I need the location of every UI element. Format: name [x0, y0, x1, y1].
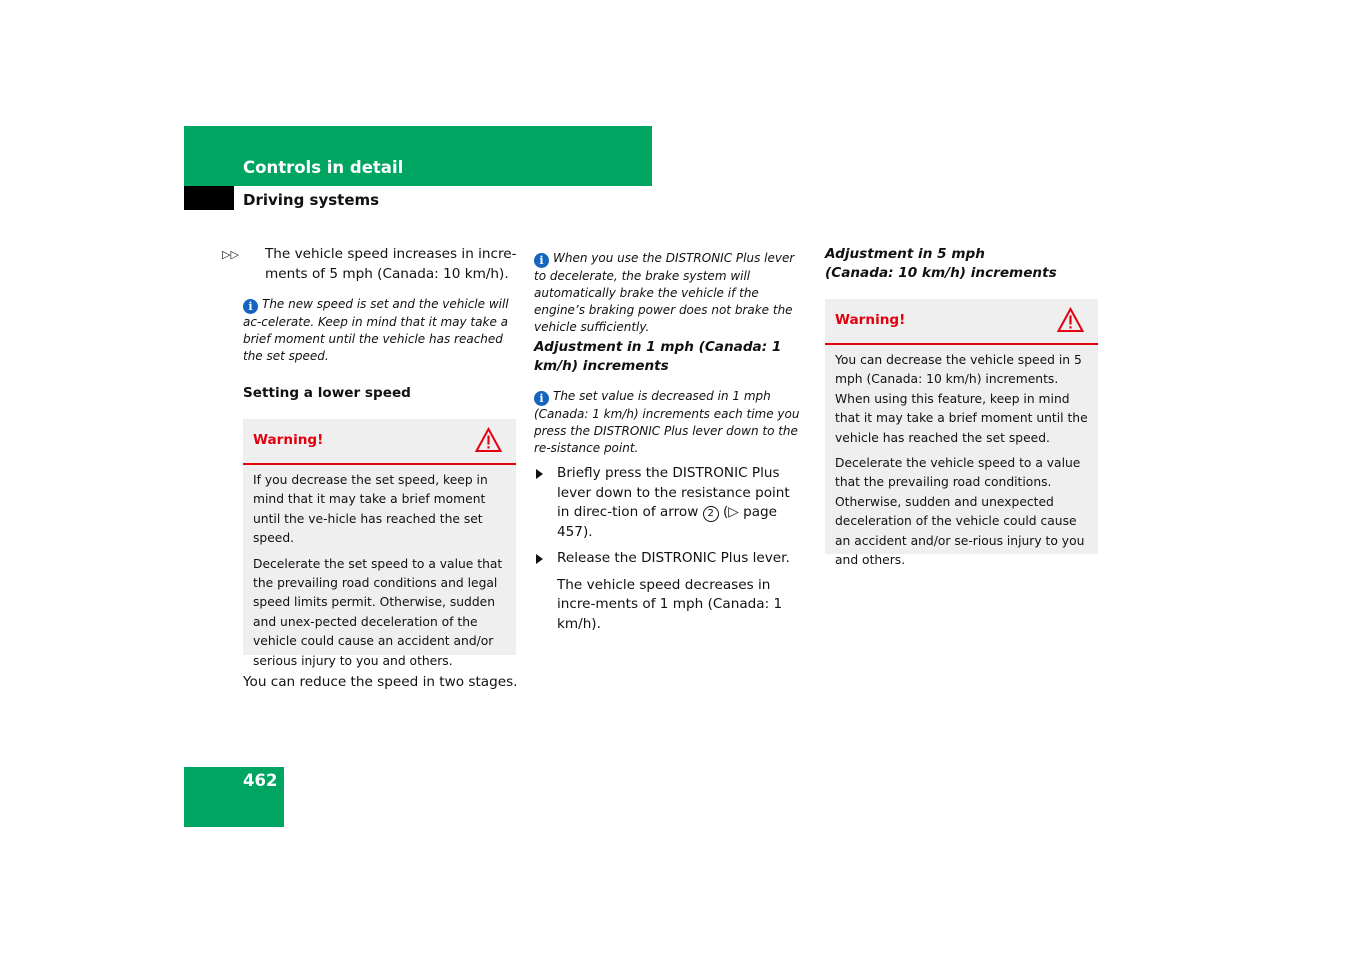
- info-note-1-text: The new speed is set and the vehicle will ac-celerate. Keep in mind that it may take a brief moment until the vehicle has reached the set speed.: [243, 297, 509, 363]
- heading-5mph-adjustment: [825, 245, 1097, 283]
- warning-body: [825, 345, 1098, 578]
- heading-1mph-adjustment: Adjustment in 1 mph (Canada: 1 km/h) increments: [534, 339, 782, 374]
- heading-5mph-line-2: (Canada: 10 km/h) increments: [825, 265, 1057, 281]
- bullet-arrow-icon: [536, 554, 543, 564]
- header-tab-marker: [184, 186, 234, 210]
- arrow-number-badge: 2: [703, 506, 719, 522]
- warning-box-2: [825, 299, 1098, 568]
- bullet-1-text: Briefly press the DISTRONIC Plus lever down to the resistance point in direc-tion of arrow: [557, 465, 790, 520]
- info-icon: i: [243, 299, 258, 314]
- subsection-title: Driving systems: [243, 191, 380, 209]
- warning-para-1: If you decrease the set speed, keep in mind that it may take a brief moment until the ve-hicle has reached the set speed.: [253, 473, 488, 546]
- info-note-3-text: The set value is decreased in 1 mph (Canada: 1 km/h) increments each time you press the DISTRONIC Plus lever down to the re-sistance point.: [534, 389, 800, 455]
- bullet-arrow-icon: [536, 469, 543, 479]
- page-number: 462: [243, 771, 278, 790]
- warning-header: [243, 419, 516, 465]
- info-note-3: [534, 388, 806, 457]
- warning-triangle-icon: [1057, 307, 1084, 333]
- info-note-1: [243, 296, 519, 365]
- warning-para-2: Decelerate the set speed to a value that the prevailing road conditions and legal speed limits permit. Otherwise, sudden and unex-pected deceleration of the vehicle could cause an accident and/or serious injury to you and others.: [253, 556, 503, 668]
- continued-line-1: The vehicle speed increases in incre-: [265, 246, 517, 262]
- warning-box-1: [243, 419, 516, 668]
- warning-triangle-icon: [475, 427, 502, 453]
- section-title: Controls in detail: [243, 158, 404, 177]
- warning-body: [243, 465, 516, 679]
- column-1: [222, 245, 522, 284]
- warning-header: [825, 299, 1098, 345]
- warning-label: Warning!: [835, 312, 906, 328]
- info-icon: i: [534, 391, 549, 406]
- bullet-list: [534, 464, 806, 634]
- result-text: The vehicle speed decreases in incre-ments of 1 mph (Canada: 1 km/h).: [557, 576, 783, 632]
- warning-para-2: Decelerate the vehicle speed to a value that the prevailing road conditions. Otherwise, sudden and unexpected deceleration of the vehicle could cause an accident and/or se-rious injury to you and others.: [835, 456, 1085, 568]
- bullet-item-1: [534, 464, 806, 542]
- warning-label: Warning!: [253, 432, 324, 448]
- heading-setting-lower-speed: Setting a lower speed: [243, 385, 411, 401]
- info-icon: i: [534, 253, 549, 268]
- info-note-2-text: When you use the DISTRONIC Plus lever to decelerate, the brake system will automatically brake the vehicle if the engine’s braking power does not brake the vehicle sufficiently.: [534, 251, 795, 334]
- page-reference-link[interactable]: (▷ page 457).: [557, 504, 778, 540]
- warning-para-1: You can decrease the vehicle speed in 5 mph (Canada: 10 km/h) increments. When using this feature, keep in mind that it may take a brief moment until the vehicle has reached the set speed.: [835, 353, 1088, 445]
- heading-5mph-line-1: Adjustment in 5 mph: [825, 246, 985, 262]
- continue-marker: ▷▷: [222, 248, 239, 261]
- header-band: [184, 126, 652, 186]
- bullet-item-2: [534, 549, 806, 569]
- bullet-2-text: Release the DISTRONIC Plus lever.: [557, 550, 790, 566]
- info-note-2: [534, 250, 806, 336]
- reduce-speed-text: You can reduce the speed in two stages.: [243, 674, 518, 690]
- continued-paragraph: [222, 245, 522, 284]
- continued-line-2: ments of 5 mph (Canada: 10 km/h).: [265, 265, 509, 282]
